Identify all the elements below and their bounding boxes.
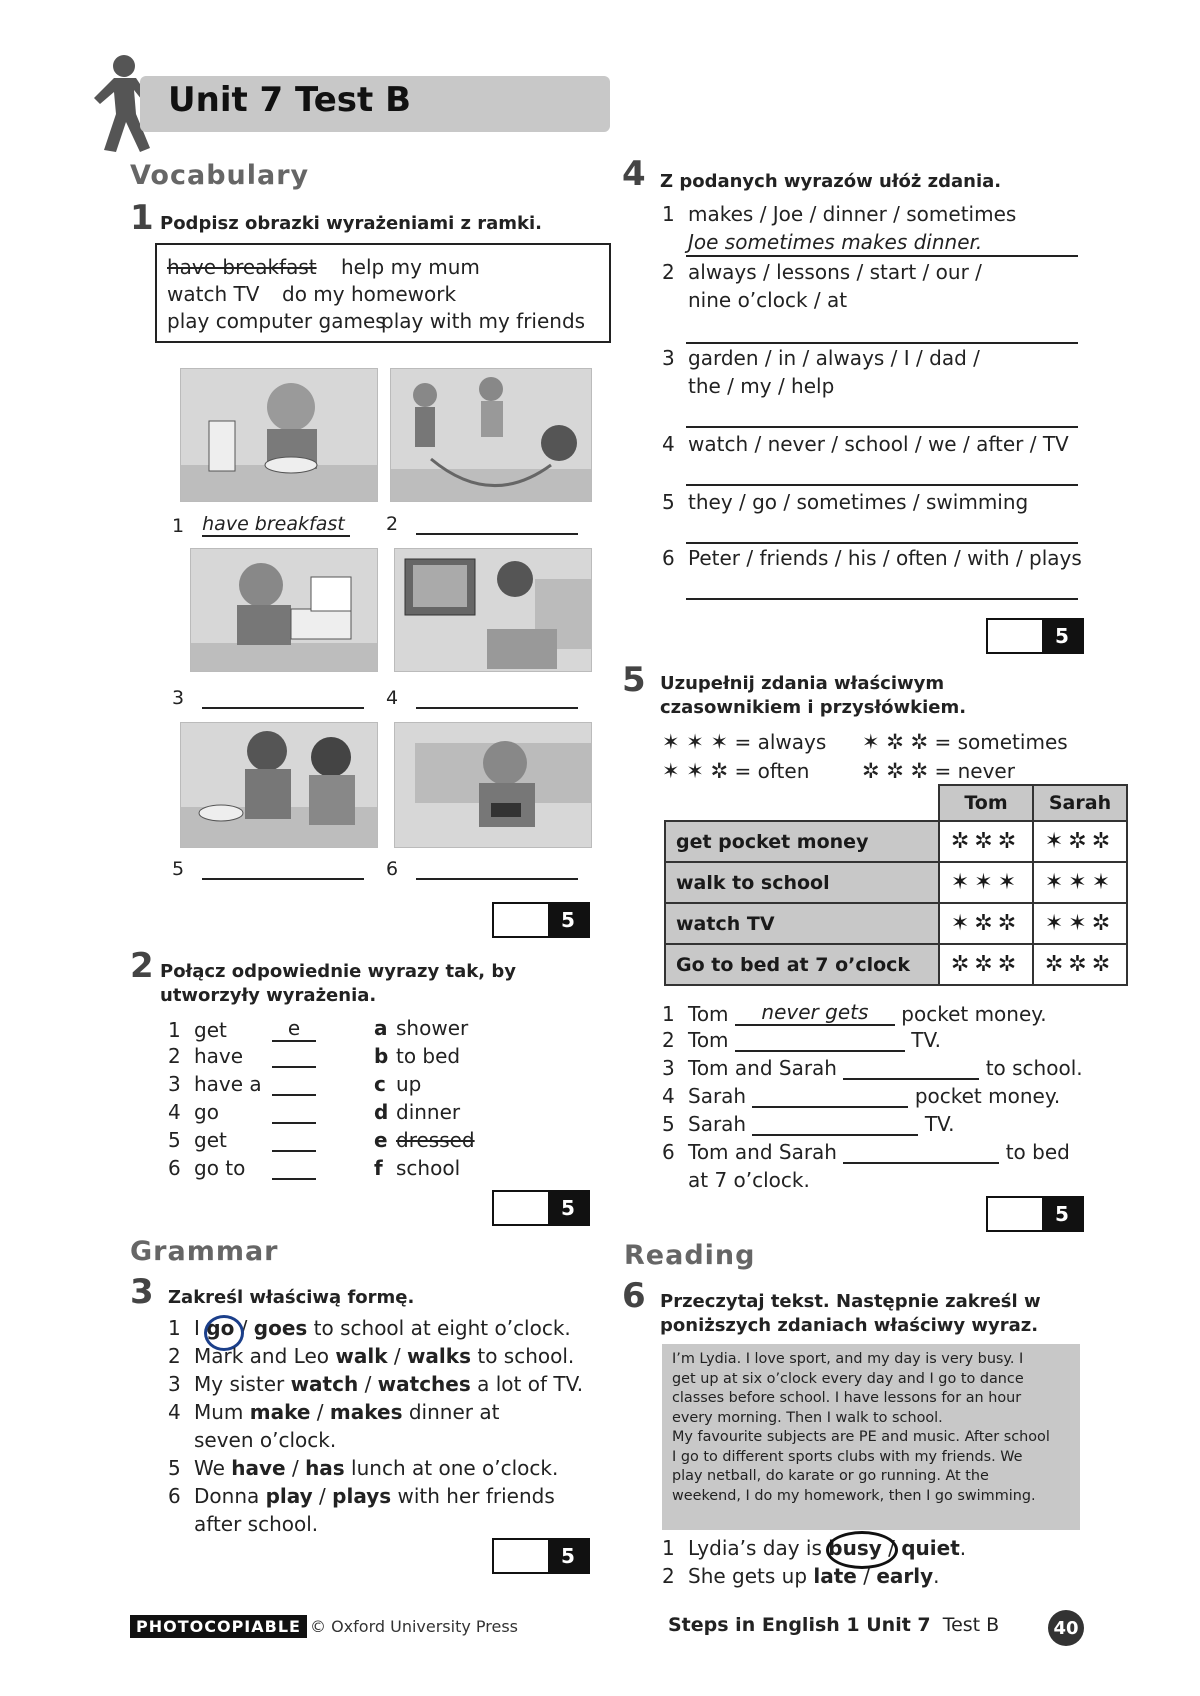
activity-cell: get pocket money xyxy=(665,821,939,862)
test-label: Test B xyxy=(942,1614,1000,1636)
instruction-line: poniższych zdaniach właściwy wyraz. xyxy=(660,1315,1039,1336)
option-b[interactable]: early xyxy=(876,1564,934,1588)
ex4-answer-1[interactable]: Joe sometimes makes dinner. xyxy=(688,230,983,254)
match-left-2 xyxy=(168,1044,316,1068)
sentence-text: Sarah xyxy=(688,1084,747,1108)
picture-help-mum xyxy=(180,722,378,848)
stars-cell: ✲✲✲ xyxy=(1033,944,1127,985)
item-number: 5 xyxy=(662,1112,675,1136)
score-max: 5 xyxy=(1042,1198,1082,1230)
sentence-text: I xyxy=(194,1316,207,1340)
scrambled-words: Peter / friends / his / often / with / plays xyxy=(688,546,1082,570)
ex3-item-cont xyxy=(194,1512,318,1536)
reading-line: get up at six o’clock every day and I go to dance xyxy=(672,1370,1024,1387)
item-number: 6 xyxy=(168,1484,181,1508)
sentence-text: seven o’clock. xyxy=(194,1428,337,1452)
ex2-instruction: Połącz odpowiednie wyrazy tak, by utworzyły wyrażenia. xyxy=(160,961,516,1006)
item-letter: c xyxy=(374,1072,386,1096)
answer-line[interactable] xyxy=(686,542,1078,544)
scrambled-words: makes / Joe / dinner / sometimes xyxy=(688,202,1017,226)
sentence-text: TV. xyxy=(911,1028,941,1052)
ex4-item-2-cont: nine o’clock / at xyxy=(688,288,848,312)
sentence-text: My sister xyxy=(194,1372,291,1396)
separator: / xyxy=(856,1564,877,1588)
instruction-line: Przeczytaj tekst. Następnie zakreśl w xyxy=(660,1291,1041,1312)
ex5-number: 5 xyxy=(622,660,646,700)
sentence-text: Mark and Leo xyxy=(194,1344,336,1368)
reading-heading: Reading xyxy=(624,1240,756,1271)
option-a[interactable]: go xyxy=(206,1316,235,1340)
box-word: have breakfast xyxy=(167,255,317,279)
key-never xyxy=(862,759,1015,783)
answer-line xyxy=(686,255,1078,257)
item-number: 3 xyxy=(662,1056,675,1080)
ex1-item-1 xyxy=(172,513,350,537)
ex6-number: 6 xyxy=(622,1276,646,1316)
answer-field[interactable] xyxy=(752,1086,908,1108)
answer-field[interactable] xyxy=(416,513,578,535)
item-number: 1 xyxy=(662,202,675,226)
score-input[interactable] xyxy=(494,1540,548,1572)
scrambled-words: garden / in / always / I / dad / xyxy=(688,346,980,370)
item-letter: f xyxy=(374,1156,383,1180)
key-often xyxy=(662,759,809,783)
option-a[interactable]: late xyxy=(813,1564,857,1588)
sentence-text: Lydia’s day is xyxy=(688,1536,829,1560)
ex5-sentence-5 xyxy=(662,1112,955,1136)
answer-line[interactable] xyxy=(686,342,1078,344)
item-number: 4 xyxy=(168,1400,181,1424)
ex4-item-5 xyxy=(662,490,1028,514)
item-letter: d xyxy=(374,1100,389,1124)
option-a[interactable]: walk xyxy=(335,1344,388,1368)
word-box xyxy=(155,243,611,343)
ex5-sentence-6 xyxy=(662,1140,1070,1164)
score-max: 5 xyxy=(548,904,588,936)
sentence-text: lunch at one o’clock. xyxy=(344,1456,559,1480)
book-title: Steps in English 1 Unit 7 xyxy=(668,1614,931,1636)
item-number: 5 xyxy=(662,490,675,514)
ex2-number: 2 xyxy=(130,946,154,986)
option-a[interactable]: watch xyxy=(290,1372,359,1396)
stars-cell: ✶✲✲ xyxy=(939,903,1033,944)
item-number: 4 xyxy=(168,1100,181,1124)
box-word: play computer games xyxy=(167,309,386,333)
stars-cell: ✶✶✶ xyxy=(939,862,1033,903)
match-answer-field[interactable]: e xyxy=(272,1016,316,1042)
score-max: 5 xyxy=(548,1540,588,1572)
separator: / xyxy=(234,1316,254,1340)
item-number: 5 xyxy=(172,858,185,880)
sentence-text: a lot of TV. xyxy=(470,1372,584,1396)
ex3-number: 3 xyxy=(130,1272,154,1312)
match-answer-field[interactable] xyxy=(272,1130,316,1152)
ex1-number: 1 xyxy=(130,198,154,238)
match-word: shower xyxy=(396,1016,469,1040)
match-word: to bed xyxy=(396,1044,461,1068)
ex4-item-3 xyxy=(662,346,980,370)
item-number: 1 xyxy=(172,515,185,537)
reading-line: play netball, do karate or go running. At the xyxy=(672,1468,989,1484)
reading-line: I’m Lydia. I love sport, and my day is very busy. I xyxy=(672,1351,1024,1367)
match-word: up xyxy=(396,1072,422,1096)
answer-line[interactable] xyxy=(686,426,1078,428)
match-answer-field[interactable] xyxy=(272,1102,316,1124)
match-word: school xyxy=(396,1156,461,1180)
match-right-a xyxy=(374,1016,468,1040)
sentence-text: to school. xyxy=(985,1056,1083,1080)
ex5-sentence-3 xyxy=(662,1056,1083,1080)
reading-line: I go to different sports clubs with my friends. We xyxy=(672,1448,1023,1465)
score-max: 5 xyxy=(1042,620,1082,652)
answer-field[interactable] xyxy=(416,687,578,709)
answer-field[interactable]: never gets xyxy=(735,1000,895,1026)
sentence-text: She gets up xyxy=(688,1564,814,1588)
activity-cell: Go to bed at 7 o’clock xyxy=(665,944,939,985)
ex4-item-3-cont: the / my / help xyxy=(688,374,835,398)
option-a[interactable]: play xyxy=(265,1484,313,1508)
answer-line[interactable] xyxy=(686,598,1078,600)
key-label: = never xyxy=(934,759,1015,783)
picture-computer-games xyxy=(394,722,592,848)
activity-cell: watch TV xyxy=(665,903,939,944)
option-a[interactable]: make xyxy=(249,1400,311,1424)
ex1-item-6 xyxy=(386,858,578,880)
item-number: 1 xyxy=(168,1316,181,1340)
option-b[interactable]: plays xyxy=(332,1484,392,1508)
copyright: © Oxford University Press xyxy=(310,1617,519,1636)
separator: / xyxy=(881,1536,902,1560)
ex3-item-cont xyxy=(194,1428,336,1452)
item-number: 2 xyxy=(168,1344,181,1368)
frequency-table xyxy=(664,784,1128,986)
match-right-e xyxy=(374,1128,475,1152)
item-number: 3 xyxy=(168,1372,181,1396)
match-word: go to xyxy=(194,1156,246,1180)
column-header-tom: Tom xyxy=(939,785,1033,821)
ex4-instruction: Z podanych wyrazów ułóż zdania. xyxy=(660,171,1002,192)
item-number: 6 xyxy=(662,1140,675,1164)
sentence-text: Tom xyxy=(688,1028,729,1052)
ex4-item-6 xyxy=(662,546,1082,570)
reading-line: weekend, I do my homework, then I go swimming. xyxy=(672,1487,1036,1504)
match-word: dressed xyxy=(396,1128,475,1152)
ex1-item-2 xyxy=(386,513,578,535)
ex3-item xyxy=(168,1456,558,1480)
option-a[interactable]: busy xyxy=(828,1536,882,1560)
option-b[interactable]: goes xyxy=(253,1316,308,1340)
sentence-text: Donna xyxy=(194,1484,266,1508)
ex5-sentence-2 xyxy=(662,1028,941,1052)
match-left-4 xyxy=(168,1100,316,1124)
key-label: = often xyxy=(734,759,810,783)
box-word: help my mum xyxy=(341,255,480,279)
separator: / xyxy=(285,1456,306,1480)
item-letter: b xyxy=(374,1044,389,1068)
match-word: get xyxy=(194,1018,227,1042)
sentence-text: Tom and Sarah xyxy=(688,1056,837,1080)
score-input[interactable] xyxy=(494,1192,548,1224)
instruction-line: czasownikiem i przysłówkiem. xyxy=(660,697,967,718)
answer-field[interactable]: have breakfast xyxy=(202,513,350,537)
item-number: 1 xyxy=(662,1536,675,1560)
item-number: 4 xyxy=(662,432,675,456)
ex4-score-box xyxy=(986,618,1084,654)
score-input[interactable] xyxy=(494,904,548,936)
ex1-item-4 xyxy=(386,687,578,709)
scrambled-words: always / lessons / start / our / xyxy=(688,260,982,284)
item-number: 5 xyxy=(168,1128,181,1152)
ex4-item-1 xyxy=(662,202,1016,226)
scrambled-words: watch / never / school / we / after / TV xyxy=(688,432,1069,456)
separator: / xyxy=(358,1372,378,1396)
stars-icon: ✶ ✶ ✲ xyxy=(662,759,729,783)
column-header-sarah: Sarah xyxy=(1033,785,1127,821)
grammar-heading: Grammar xyxy=(130,1236,279,1267)
table-row xyxy=(665,903,1127,944)
item-number: 3 xyxy=(168,1072,181,1096)
option-b[interactable]: quiet xyxy=(901,1536,960,1560)
table-corner xyxy=(665,785,939,821)
ex3-item xyxy=(168,1484,555,1508)
box-word: do my homework xyxy=(282,282,457,306)
match-answer-field[interactable] xyxy=(272,1158,316,1180)
ex5-instruction xyxy=(660,672,966,720)
reading-line: classes before school. I have lessons for an hour xyxy=(672,1390,1022,1406)
answer-field[interactable] xyxy=(752,1114,918,1136)
stars-cell: ✶✲✲ xyxy=(1033,821,1127,862)
scrambled-words: they / go / sometimes / swimming xyxy=(688,490,1029,514)
key-label: = sometimes xyxy=(934,730,1068,754)
match-word: get xyxy=(194,1128,227,1152)
vocabulary-heading: Vocabulary xyxy=(130,160,310,191)
sentence-text: We xyxy=(194,1456,232,1480)
sentence-text: Tom and Sarah xyxy=(688,1140,837,1164)
sentence-text: after school. xyxy=(194,1512,319,1536)
separator: / xyxy=(387,1344,407,1368)
match-left-6 xyxy=(168,1156,316,1180)
ex3-instruction: Zakreśl właściwą formę. xyxy=(168,1287,415,1308)
item-number: 2 xyxy=(168,1044,181,1068)
score-max: 5 xyxy=(548,1192,588,1224)
separator: / xyxy=(310,1400,330,1424)
ex2-score-box xyxy=(492,1190,590,1226)
page-title: Unit 7 Test B xyxy=(168,80,412,120)
match-right-d xyxy=(374,1100,460,1124)
score-input[interactable] xyxy=(988,1198,1042,1230)
option-b[interactable]: has xyxy=(305,1456,345,1480)
table-row xyxy=(665,862,1127,903)
match-answer-field[interactable] xyxy=(272,1046,316,1068)
match-right-f xyxy=(374,1156,460,1180)
reading-line: My favourite subjects are PE and music. After school xyxy=(672,1429,1050,1445)
ex4-number: 4 xyxy=(622,154,646,194)
separator: / xyxy=(312,1484,333,1508)
sentence-text: to bed xyxy=(1005,1140,1070,1164)
item-number: 6 xyxy=(168,1156,181,1180)
option-a[interactable]: have xyxy=(231,1456,286,1480)
item-number: 1 xyxy=(168,1018,181,1042)
sentence-text: . xyxy=(933,1564,940,1588)
sentence-text: Tom xyxy=(688,1002,729,1026)
match-word: have a xyxy=(194,1072,262,1096)
ex6-item-1 xyxy=(662,1536,966,1560)
ex5-sentence-4 xyxy=(662,1084,1060,1108)
match-left-3 xyxy=(168,1072,316,1096)
stars-cell: ✶✶✶ xyxy=(1033,862,1127,903)
ex1-score-box xyxy=(492,902,590,938)
item-number: 6 xyxy=(386,858,399,880)
ex6-instruction xyxy=(660,1290,1041,1338)
table-row xyxy=(665,821,1127,862)
ex4-item-4 xyxy=(662,432,1069,456)
photocopiable-badge: PHOTOCOPIABLE xyxy=(130,1615,307,1638)
stars-cell: ✲✲✲ xyxy=(939,944,1033,985)
sentence-text: to school. xyxy=(471,1344,575,1368)
sentence-text: to school at eight o’clock. xyxy=(307,1316,571,1340)
picture-homework xyxy=(190,548,378,672)
ex5-sentence-1 xyxy=(662,1000,1047,1026)
item-number: 3 xyxy=(172,687,185,709)
item-letter: e xyxy=(374,1128,388,1152)
item-number: 6 xyxy=(662,546,675,570)
item-number: 1 xyxy=(662,1002,675,1026)
book-reference xyxy=(668,1614,999,1636)
match-answer-field[interactable] xyxy=(272,1074,316,1096)
stars-icon: ✲ ✲ ✲ xyxy=(862,759,929,783)
table-row xyxy=(665,944,1127,985)
option-b[interactable]: walks xyxy=(406,1344,471,1368)
sentence-text: Sarah xyxy=(688,1112,747,1136)
item-letter: a xyxy=(374,1016,388,1040)
item-number: 2 xyxy=(662,260,675,284)
option-b[interactable]: watches xyxy=(377,1372,471,1396)
page-number: 40 xyxy=(1048,1610,1084,1646)
item-number: 2 xyxy=(386,513,399,535)
match-word: dinner xyxy=(396,1100,461,1124)
key-label: = always xyxy=(734,730,827,754)
reading-text-box xyxy=(662,1344,1080,1530)
picture-watch-tv xyxy=(394,548,592,672)
ex1-item-5 xyxy=(172,858,364,880)
match-left-5 xyxy=(168,1128,316,1152)
ex1-item-3 xyxy=(172,687,364,709)
item-number: 2 xyxy=(662,1028,675,1052)
ex3-item xyxy=(168,1372,583,1396)
item-number: 4 xyxy=(662,1084,675,1108)
box-word: play with my friends xyxy=(381,309,586,333)
answer-field[interactable] xyxy=(735,1030,905,1052)
ex1-instruction: Podpisz obrazki wyrażeniami z ramki. xyxy=(160,213,543,234)
sentence-text: with her friends xyxy=(391,1484,555,1508)
stars-cell: ✲✲✲ xyxy=(939,821,1033,862)
score-input[interactable] xyxy=(988,620,1042,652)
picture-playing-friends xyxy=(390,368,592,502)
item-number: 4 xyxy=(386,687,399,709)
ex3-score-box xyxy=(492,1538,590,1574)
ex3-item xyxy=(168,1344,574,1368)
ex4-item-2 xyxy=(662,260,982,284)
activity-cell: walk to school xyxy=(665,862,939,903)
item-number: 2 xyxy=(662,1564,675,1588)
match-word: have xyxy=(194,1044,244,1068)
stars-cell: ✶✶✲ xyxy=(1033,903,1127,944)
picture-breakfast xyxy=(180,368,378,502)
box-word: watch TV xyxy=(167,282,260,306)
item-number: 3 xyxy=(662,346,675,370)
answer-field[interactable] xyxy=(202,858,364,880)
stars-icon: ✶ ✲ ✲ xyxy=(862,730,929,754)
item-number: 5 xyxy=(168,1456,181,1480)
sentence-text: TV. xyxy=(924,1112,955,1136)
reading-line: every morning. Then I walk to school. xyxy=(672,1409,943,1426)
answer-field[interactable] xyxy=(416,858,578,880)
ex3-item xyxy=(168,1400,499,1424)
sentence-text: . xyxy=(959,1536,967,1560)
sentence-text: dinner at xyxy=(402,1400,500,1424)
sentence-text: Mum xyxy=(194,1400,250,1424)
option-b[interactable]: makes xyxy=(329,1400,403,1424)
answer-line[interactable] xyxy=(686,484,1078,486)
match-word: go xyxy=(194,1100,219,1124)
sentence-text: pocket money. xyxy=(914,1084,1061,1108)
match-left-1 xyxy=(168,1016,316,1042)
key-always xyxy=(662,730,826,754)
key-sometimes xyxy=(862,730,1068,754)
ex5-score-box xyxy=(986,1196,1084,1232)
sentence-text: pocket money. xyxy=(901,1002,1047,1026)
instruction-line: Uzupełnij zdania właściwym xyxy=(660,673,945,694)
stars-icon: ✶ ✶ ✶ xyxy=(662,730,729,754)
ex6-item-2 xyxy=(662,1564,940,1588)
answer-field[interactable] xyxy=(843,1142,999,1164)
answer-field[interactable] xyxy=(202,687,364,709)
answer-field[interactable] xyxy=(843,1058,979,1080)
match-right-c xyxy=(374,1072,421,1096)
match-right-b xyxy=(374,1044,460,1068)
ex5-sentence-6-cont: at 7 o’clock. xyxy=(688,1168,810,1192)
